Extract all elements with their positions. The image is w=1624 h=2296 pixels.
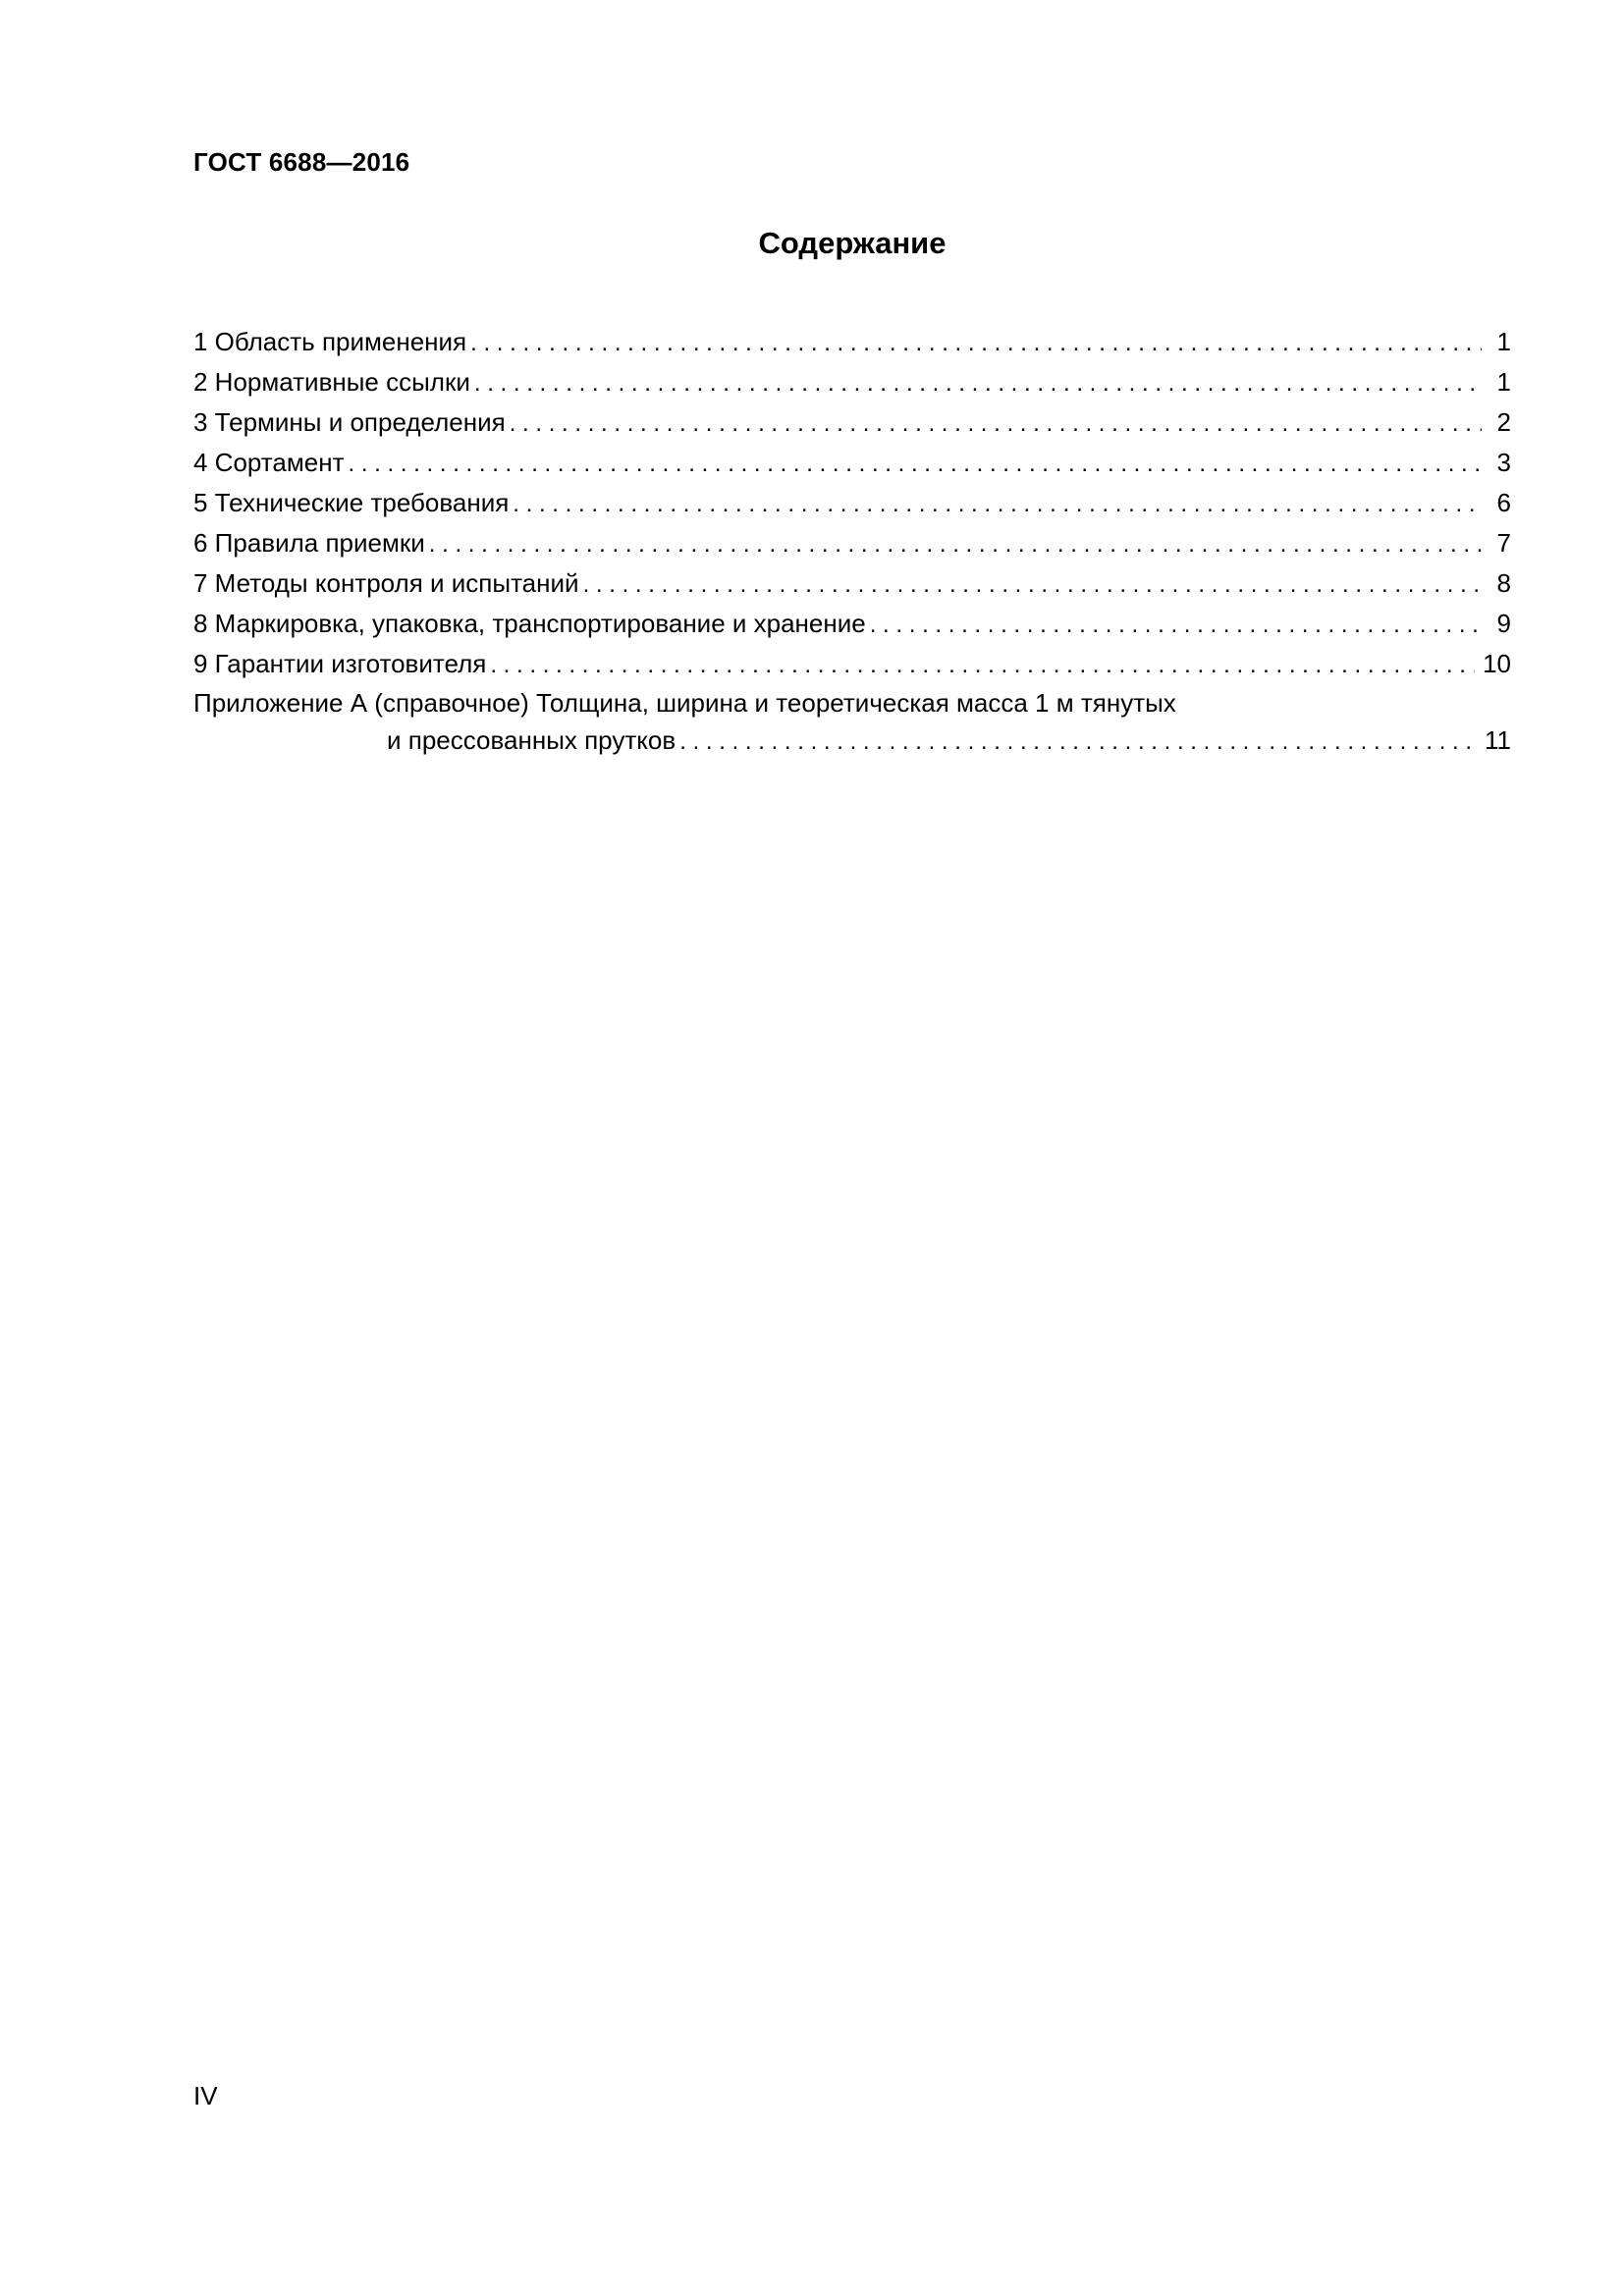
- toc-entry-3[interactable]: [193, 402, 1511, 443]
- toc-entry-page: 6: [1496, 488, 1511, 517]
- toc-entry-label: 5 Технические требования: [193, 488, 510, 517]
- toc-entry-1[interactable]: [193, 322, 1511, 362]
- toc-entry-label: 8 Маркировка, упаковка, транспортирование и хранение: [193, 609, 866, 638]
- toc-entry-label: 3 Термины и определения: [193, 407, 506, 437]
- toc-title: Содержание: [758, 226, 947, 260]
- toc-entry-2[interactable]: [193, 362, 1511, 402]
- toc-entry-page: 7: [1496, 528, 1511, 558]
- toc-entry-label: 7 Методы контроля и испытаний: [193, 568, 579, 598]
- toc-entry-label: 4 Сортамент: [193, 448, 345, 477]
- toc-dot-leader: [490, 645, 1475, 685]
- toc-entry-page: 2: [1496, 407, 1511, 437]
- toc-appendix-title-line2-row: [193, 721, 1511, 759]
- toc-entry-7[interactable]: [193, 563, 1511, 604]
- toc-entry-8[interactable]: [193, 604, 1511, 644]
- toc-dot-leader: [870, 605, 1482, 645]
- toc-appendix-title-line1: Приложение А (справочное) Толщина, ширина и теоретическая масса 1 м тянутых: [193, 688, 1176, 718]
- toc-entry-9[interactable]: [193, 644, 1511, 684]
- toc-entry-label: 2 Нормативные ссылки: [193, 367, 470, 397]
- toc-entry-label: 1 Область применения: [193, 327, 467, 356]
- toc-dot-leader: [470, 323, 1482, 363]
- toc-dot-leader: [349, 444, 1483, 484]
- table-of-contents: [193, 322, 1511, 759]
- toc-dot-leader: [510, 403, 1482, 444]
- toc-dot-leader: [474, 363, 1482, 403]
- toc-entry-4[interactable]: [193, 443, 1511, 483]
- toc-appendix-title-line2: и прессованных прутков: [387, 725, 677, 755]
- toc-entry-page: 3: [1496, 448, 1511, 477]
- toc-dot-leader: [513, 484, 1482, 524]
- toc-entry-page: 1: [1496, 367, 1511, 397]
- toc-entry-page: 9: [1496, 609, 1511, 638]
- toc-entry-6[interactable]: [193, 523, 1511, 563]
- toc-entry-label: 9 Гарантии изготовителя: [193, 649, 487, 678]
- toc-entry-page: 1: [1496, 327, 1511, 356]
- page-number: IV: [193, 2081, 218, 2110]
- document-code: ГОСТ 6688—2016: [193, 147, 410, 177]
- toc-dot-leader: [679, 723, 1477, 761]
- toc-entry-5[interactable]: [193, 483, 1511, 523]
- toc-entry-label: 6 Правила приемки: [193, 528, 425, 558]
- toc-entry-page: 8: [1496, 568, 1511, 598]
- toc-entry-page: 10: [1483, 649, 1511, 678]
- toc-entry-appendix-a[interactable]: [193, 684, 1511, 759]
- toc-entry-page: 11: [1485, 725, 1511, 755]
- toc-dot-leader: [429, 524, 1482, 564]
- toc-dot-leader: [583, 564, 1482, 605]
